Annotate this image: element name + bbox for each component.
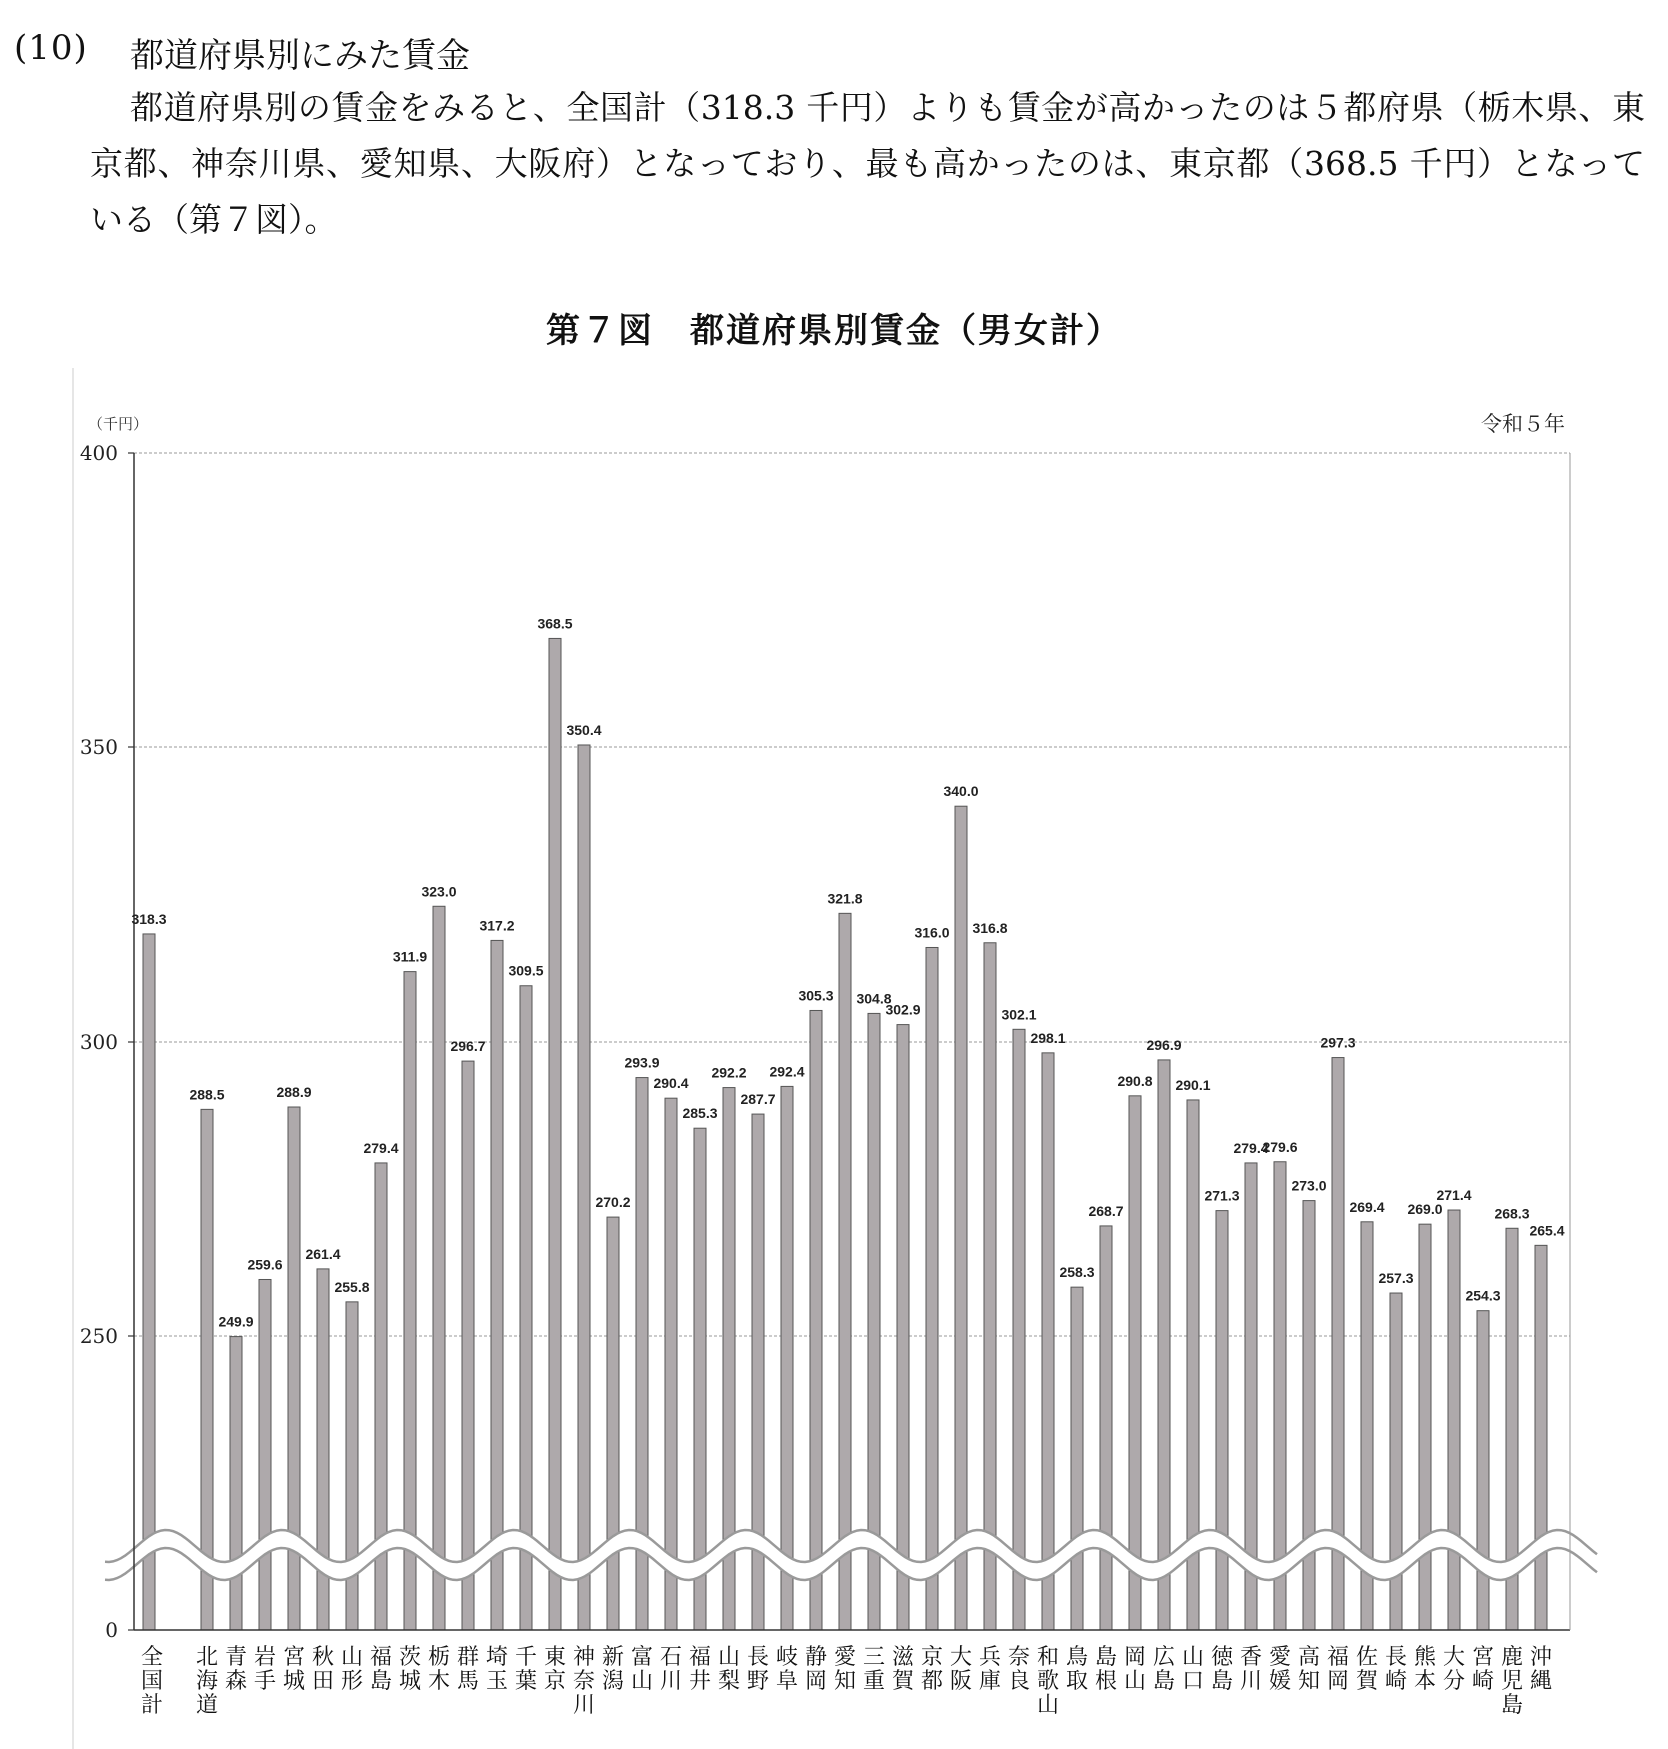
data-label: 316.8 (972, 919, 1008, 936)
data-label: 298.1 (1030, 1029, 1066, 1046)
data-label: 321.8 (827, 890, 863, 907)
bar (1448, 1210, 1460, 1630)
data-label: 279.4 (363, 1139, 399, 1156)
data-label: 304.8 (856, 990, 892, 1007)
data-label: 290.8 (1117, 1072, 1153, 1089)
data-label: 249.9 (218, 1313, 254, 1330)
data-label: 255.8 (334, 1278, 370, 1295)
data-label: 270.2 (595, 1194, 631, 1211)
data-label: 296.9 (1146, 1036, 1182, 1053)
data-label: 268.7 (1088, 1202, 1124, 1219)
bar (1100, 1226, 1112, 1630)
bar (462, 1061, 474, 1630)
category-label: 滋賀 (891, 1645, 915, 1694)
data-label: 305.3 (798, 987, 834, 1004)
bar (1535, 1245, 1547, 1630)
bar (810, 1010, 822, 1630)
category-label: 宮城 (282, 1645, 306, 1694)
data-label: 259.6 (247, 1256, 283, 1273)
data-label: 290.4 (653, 1075, 689, 1092)
category-label: 愛知 (833, 1645, 857, 1694)
data-label: 261.4 (305, 1245, 341, 1262)
category-label: 福井 (688, 1645, 712, 1694)
bar (1042, 1053, 1054, 1630)
data-label: 323.0 (421, 883, 457, 900)
category-label: 徳島 (1210, 1645, 1234, 1694)
data-label: 293.9 (624, 1054, 660, 1071)
category-label: 佐賀 (1355, 1645, 1379, 1694)
data-label: 297.3 (1320, 1034, 1356, 1051)
bar (259, 1279, 271, 1630)
data-label: 302.9 (885, 1001, 921, 1018)
y-tick-label: 400 (79, 441, 118, 465)
bar (607, 1217, 619, 1630)
category-label: 香川 (1239, 1645, 1263, 1694)
section-heading: 都道府県別にみた賃金 (130, 36, 470, 76)
data-label: 279.6 (1262, 1138, 1298, 1155)
category-label: 北海道 (195, 1645, 219, 1718)
bar (143, 934, 155, 1630)
category-label: 岩手 (253, 1645, 277, 1694)
category-label: 宮崎 (1471, 1645, 1495, 1694)
category-label: 和歌山 (1036, 1645, 1060, 1718)
data-label: 258.3 (1059, 1264, 1095, 1281)
bar (781, 1086, 793, 1630)
bar (491, 940, 503, 1630)
category-label: 福島 (369, 1645, 393, 1694)
data-label: 269.4 (1349, 1198, 1385, 1215)
bar (1129, 1096, 1141, 1630)
data-label: 254.3 (1465, 1287, 1501, 1304)
data-label: 309.5 (508, 962, 544, 979)
category-label: 熊本 (1413, 1645, 1437, 1694)
section-number: (10) (14, 28, 88, 68)
bar (984, 943, 996, 1630)
category-label: 山形 (340, 1645, 364, 1694)
category-label: 岡山 (1123, 1645, 1147, 1694)
bar (1158, 1060, 1170, 1630)
category-label: 京都 (920, 1645, 944, 1694)
bar (549, 638, 561, 1630)
category-label: 茨城 (398, 1645, 422, 1694)
data-label: 302.1 (1001, 1006, 1037, 1023)
data-label: 269.0 (1407, 1201, 1443, 1218)
bar (955, 806, 967, 1630)
data-label: 317.2 (479, 917, 515, 934)
category-label: 東京 (543, 1645, 567, 1694)
category-label: 広島 (1152, 1645, 1176, 1694)
category-label: 鹿児島 (1500, 1645, 1524, 1718)
category-label: 長崎 (1384, 1645, 1408, 1694)
bar (346, 1302, 358, 1630)
y-tick-label: 250 (79, 1324, 118, 1348)
category-label: 兵庫 (978, 1645, 1002, 1694)
bar (926, 947, 938, 1630)
category-label: 三重 (862, 1645, 886, 1694)
data-label: 318.3 (131, 910, 167, 927)
bar (230, 1337, 242, 1630)
category-label: 高知 (1297, 1645, 1321, 1694)
y-tick-label: 0 (105, 1618, 118, 1642)
data-label: 296.7 (450, 1038, 486, 1055)
data-label: 271.3 (1204, 1187, 1240, 1204)
category-label: 長野 (746, 1645, 770, 1694)
data-label: 265.4 (1529, 1222, 1565, 1239)
category-label: 秋田 (311, 1645, 335, 1694)
bar (1071, 1287, 1083, 1630)
category-label: 島根 (1094, 1645, 1118, 1694)
data-label: 292.2 (711, 1064, 747, 1081)
category-label: 群馬 (456, 1645, 480, 1694)
bar (839, 913, 851, 1630)
bar (375, 1163, 387, 1630)
data-label: 288.5 (189, 1086, 225, 1103)
category-label: 青森 (224, 1645, 248, 1694)
section-body: 都道府県別の賃金をみると、全国計（318.3 千円）よりも賃金が高かったのは５都府県（栃木県、東京都、神奈川県、愛知県、大阪府）となっており、最も高かったのは、東京都（368.5 千円）となっている（第７図）。 (90, 88, 1645, 239)
category-label: 福岡 (1326, 1645, 1350, 1694)
data-label: 268.3 (1494, 1205, 1530, 1222)
category-label: 富山 (630, 1645, 654, 1694)
category-label: 栃木 (427, 1645, 451, 1694)
bar (1216, 1211, 1228, 1630)
data-label: 288.9 (276, 1084, 312, 1101)
data-label: 311.9 (392, 948, 428, 965)
data-label: 287.7 (740, 1091, 776, 1108)
category-label: 新潟 (601, 1645, 625, 1694)
category-label: 全国計 (140, 1645, 164, 1718)
data-label: 279.4 (1233, 1139, 1269, 1156)
y-unit-label: （千円） (88, 415, 149, 433)
data-label: 350.4 (566, 721, 602, 738)
category-label: 山口 (1181, 1645, 1205, 1694)
figure-title: 第７図 都道府県別賃金（男女計） (546, 311, 1122, 351)
bar (1419, 1224, 1431, 1630)
data-label: 273.0 (1291, 1177, 1327, 1194)
data-label: 290.1 (1175, 1076, 1211, 1093)
category-label: 石川 (659, 1645, 683, 1694)
bar (897, 1025, 909, 1630)
category-label: 沖縄 (1529, 1645, 1553, 1694)
bar (1013, 1029, 1025, 1630)
category-label: 千葉 (514, 1645, 538, 1694)
bar (433, 906, 445, 1630)
bar (1477, 1311, 1489, 1630)
category-label: 埼玉 (485, 1645, 509, 1694)
data-label: 316.0 (914, 924, 950, 941)
category-label: 奈良 (1007, 1645, 1031, 1694)
bars (143, 638, 1547, 1630)
category-label: 静岡 (804, 1645, 828, 1694)
category-label: 大阪 (949, 1645, 973, 1694)
category-label: 神奈川 (572, 1645, 596, 1718)
category-label: 山梨 (717, 1645, 741, 1694)
bar (665, 1098, 677, 1630)
category-label: 愛媛 (1268, 1645, 1292, 1694)
bar (1303, 1201, 1315, 1630)
category-label: 岐阜 (775, 1645, 799, 1694)
data-label: 285.3 (682, 1105, 718, 1122)
category-label: 大分 (1442, 1645, 1466, 1694)
year-label: 令和５年 (1481, 412, 1565, 436)
category-label: 鳥取 (1065, 1645, 1089, 1694)
data-label: 368.5 (537, 615, 573, 632)
data-label: 271.4 (1436, 1187, 1472, 1204)
data-label: 292.4 (769, 1063, 805, 1080)
y-tick-label: 350 (79, 735, 118, 759)
y-tick-label: 300 (79, 1030, 118, 1054)
bar (578, 745, 590, 1630)
data-label: 340.0 (943, 783, 979, 800)
data-label: 257.3 (1378, 1270, 1414, 1287)
